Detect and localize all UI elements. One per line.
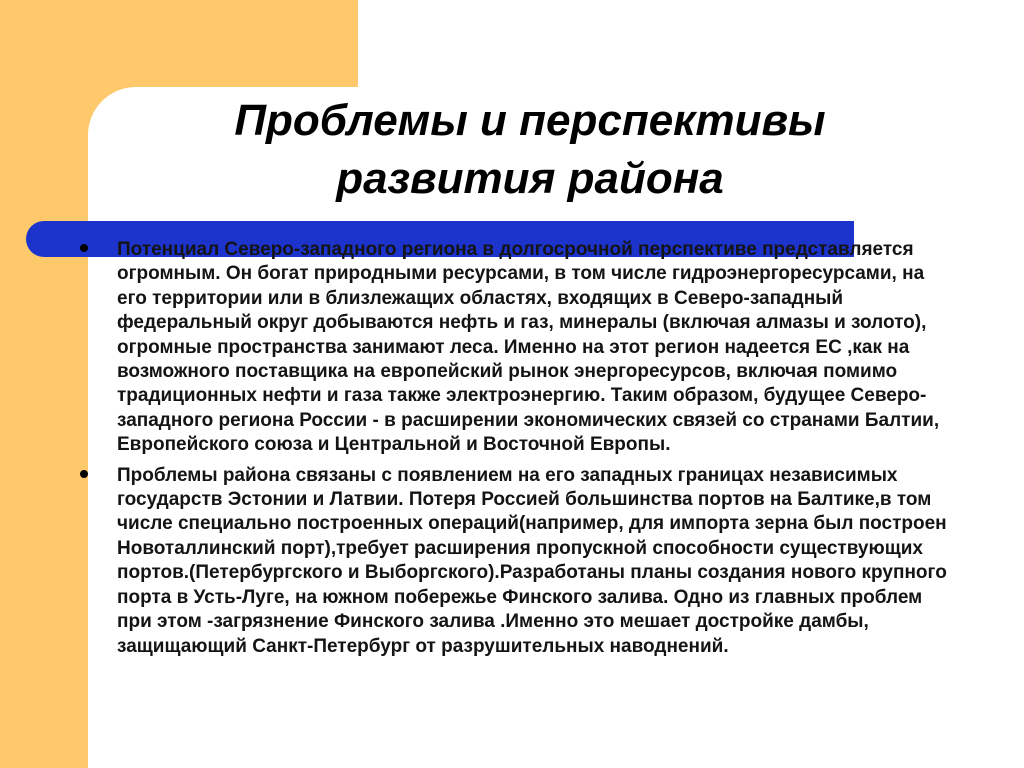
slide-title bbox=[130, 92, 930, 208]
bullet-dot-icon bbox=[80, 470, 88, 478]
title-line-1: Проблемы и перспективы bbox=[234, 96, 826, 145]
bullet-item-problems bbox=[76, 464, 956, 659]
bullet-list bbox=[76, 238, 956, 665]
bullet-text: Проблемы района связаны с появлением на его западных границах независимых государств Эстонии и Латвии. Потеря Россией большинства портов на Балтике,в том числе специально построенных операций(например, для импорта зерна был построен Новоталлинский порт),требует расширения пропускной способности существующих портов.(Петербургского и Выборгского).Разработаны планы создания нового крупного порта в Усть-Луге, на южном побережье Финского залива. Одно из главных проблем при этом -загрязнение Финского залива .Именно это мешает достройке дамбы, защищающий Санкт-Петербург от разрушительных наводнений. bbox=[117, 464, 947, 657]
title-line-2: развития района bbox=[336, 154, 724, 203]
bullet-item-potential bbox=[76, 238, 956, 458]
bullet-dot-icon bbox=[80, 244, 88, 252]
bullet-text: Потенциал Северо-западного региона в долгосрочной перспективе представляется огромным. Он богат природными ресурсами, в том числе гидроэнергоресурсами, на его территории или в близлежащих областях, входящих в Северо-западный федеральный округ добываются нефть и газ, минералы (включая алмазы и золото), огромные пространства занимают леса. Именно на этот регион надеется ЕС ,как на возможного поставщика на европейский рынок энергоресурсов, включая помимо традиционных нефти и газа также электроэнергию. Таким образом, будущее Северо-западного региона России - в расширении экономических связей со странами Балтии, Европейского союза и Центральной и Восточной Европы. bbox=[117, 239, 940, 456]
